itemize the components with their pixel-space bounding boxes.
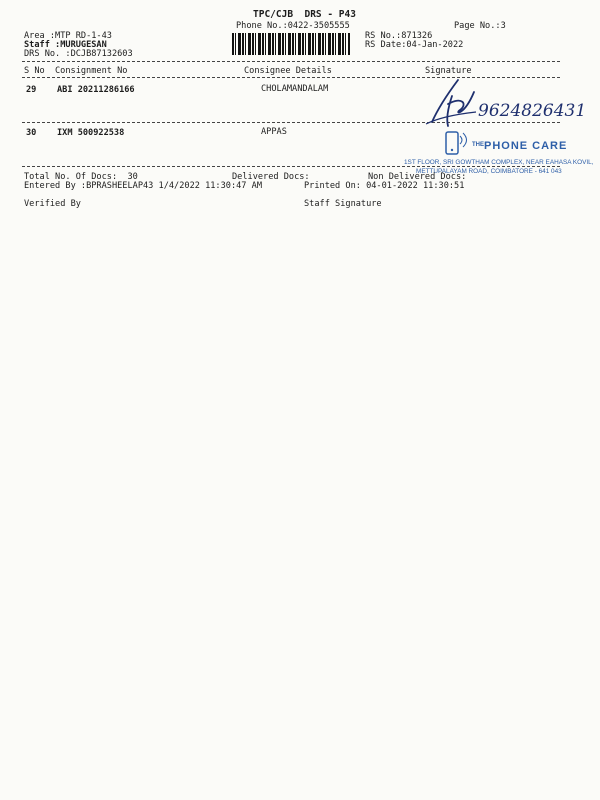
rs-date: RS Date:04-Jan-2022 — [365, 40, 464, 50]
handwritten-phone: 9624826431 — [478, 101, 587, 121]
non-delivered-docs: Non Delivered Docs: — [368, 172, 467, 182]
header-divider — [22, 61, 560, 62]
row-sno: 30 — [26, 128, 37, 138]
stamp-brand-the: THE — [472, 142, 484, 148]
printed-on: Printed On: 04-01-2022 11:30:51 — [304, 181, 465, 191]
stamp-brand-name: PHONE CARE — [484, 140, 568, 152]
barcode — [232, 33, 350, 55]
footer-divider — [22, 166, 560, 167]
row-sno: 29 — [26, 85, 37, 95]
staff-signature-label: Staff Signature — [304, 199, 382, 209]
handwritten-signature — [418, 74, 598, 134]
column-header-consignment: Consignment No — [55, 66, 128, 76]
entered-by: Entered By :BPRASHEELAP43 1/4/2022 11:30:47 AM — [24, 181, 262, 191]
staff-field: Staff :MURUGESAN — [24, 40, 107, 50]
phone-number: Phone No.:0422-3505555 — [236, 21, 350, 31]
row-consignment-no: ABI 20211286166 — [57, 85, 135, 95]
column-header-signature: Signature — [425, 66, 472, 76]
stamp-address-line2: METTUPALAYAM ROAD, COIMBATORE - 641 043 — [416, 168, 562, 175]
drs-number: DRS No. :DCJB87132603 — [24, 49, 133, 59]
column-header-consignee: Consignee Details — [244, 66, 332, 76]
area-field: Area :MTP RD-1-43 — [24, 31, 112, 41]
total-docs: Total No. Of Docs: 30 — [24, 172, 138, 182]
delivered-docs: Delivered Docs: — [232, 172, 310, 182]
page-number: Page No.:3 — [454, 21, 506, 31]
row-consignment-no: IXM 500922538 — [57, 128, 125, 138]
document-title: TPC/CJB DRS - P43 — [253, 9, 356, 20]
row-consignee: APPAS — [261, 127, 287, 137]
stamp-address-line1: 1ST FLOOR, SRI GOWTHAM COMPLEX, NEAR EAHASA KOVIL, — [404, 159, 594, 166]
column-header-sno: S No — [24, 66, 45, 76]
rs-number: RS No.:871326 — [365, 31, 433, 41]
row-consignee: CHOLAMANDALAM — [261, 84, 329, 94]
verified-by-label: Verified By — [24, 199, 81, 209]
